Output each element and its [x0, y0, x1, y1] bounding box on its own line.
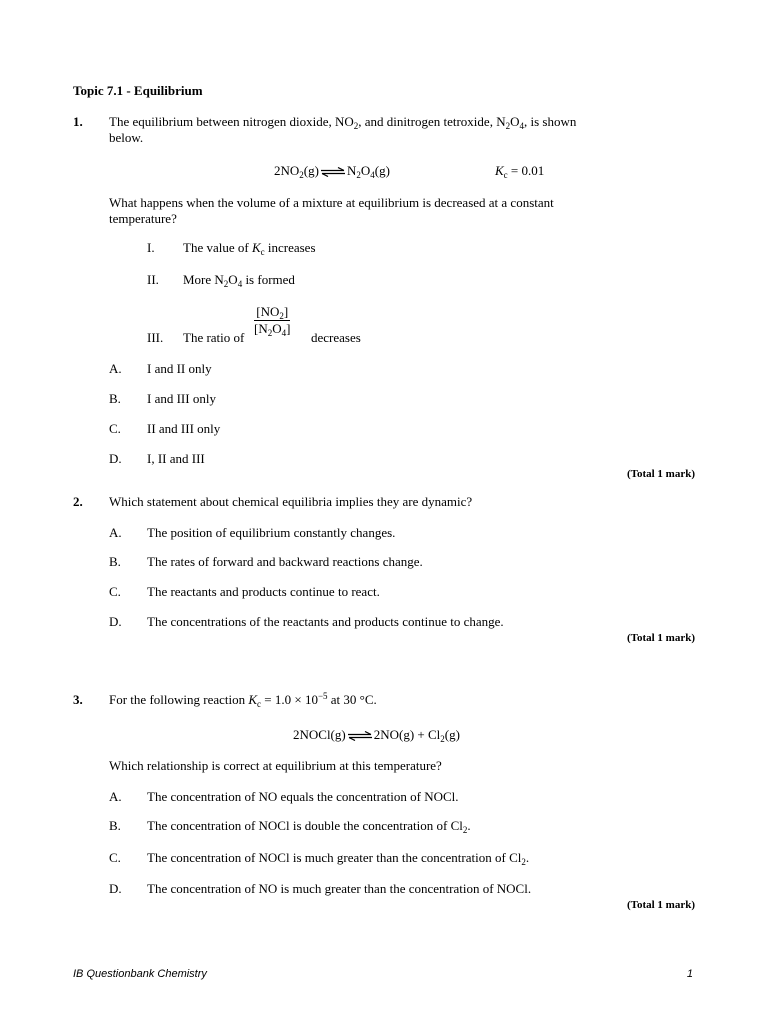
option-text: The concentration of NOCl is double the concentration of $Cl_2$. [147, 818, 471, 835]
statement-text: The value of $K_c$ increases [183, 240, 316, 257]
total-mark: (Total 1 mark) [626, 899, 695, 911]
question-1-equation: $2NO_2(g)$ $N_2O_4(g)$ [274, 163, 390, 180]
question-1-stem: The equilibrium between nitrogen dioxide, $NO_2$, and dinitrogen tetroxide, $N_2O_4$, is shown [109, 114, 577, 131]
question-1-question: What happens when the volume of a mixture at equilibrium is decreased at a constant [109, 195, 554, 210]
option-letter: B. [109, 818, 121, 833]
option-letter: B. [109, 554, 121, 569]
option-letter: A. [109, 525, 122, 540]
statement-text: More $N_2O_4$ is formed [183, 272, 295, 289]
question-1-kc: $K_c = 0.01$ [495, 163, 545, 180]
option-letter: C. [109, 421, 121, 436]
statement-numeral: I. [147, 240, 155, 255]
option-letter: D. [109, 614, 122, 629]
option-text: I, II and III [147, 451, 205, 466]
option-text: The position of equilibrium constantly changes. [147, 525, 396, 540]
question-2-stem: Which statement about chemical equilibria implies they are dynamic? [109, 494, 473, 509]
ratio-numerator: $[NO_2]$ [254, 305, 290, 321]
option-letter: B. [109, 391, 121, 406]
option-text: The rates of forward and backward reactions change. [147, 554, 423, 569]
option-text: I and II only [147, 361, 212, 376]
statement-numeral: III. [147, 330, 164, 345]
question-1-stem-line2: below. [109, 130, 144, 145]
question-1-number: 1. [73, 114, 83, 129]
option-letter: C. [109, 850, 121, 865]
option-text: The concentrations of the reactants and products continue to change. [147, 614, 504, 629]
statement-text: decreases [311, 330, 361, 345]
page-title: Topic 7.1 - Equilibrium [73, 83, 203, 98]
ratio-fraction [254, 305, 290, 336]
question-3-equation: 2NOCl(g) $2NO(g) + Cl_2(g)$ [293, 727, 460, 744]
equilibrium-arrow-icon [320, 167, 346, 177]
option-text: The concentration of NO is much greater than the concentration of NOCl. [147, 881, 532, 896]
question-1-question-line2: temperature? [109, 211, 177, 226]
question-3-number: 3. [73, 692, 83, 707]
question-2-number: 2. [73, 494, 83, 509]
option-letter: A. [109, 789, 122, 804]
equilibrium-arrow-icon [347, 731, 373, 741]
option-letter: C. [109, 584, 121, 599]
page-number: 1 [686, 968, 693, 980]
question-3-question: Which relationship is correct at equilibrium at this temperature? [109, 758, 442, 773]
option-text: The reactants and products continue to react. [147, 584, 380, 599]
total-mark: (Total 1 mark) [626, 468, 695, 480]
ratio-denominator: $[N_2O_4]$ [254, 321, 291, 338]
option-letter: D. [109, 881, 122, 896]
option-letter: D. [109, 451, 122, 466]
footer-source: IB Questionbank Chemistry [73, 968, 207, 980]
option-letter: A. [109, 361, 122, 376]
option-text: The concentration of NOCl is much greater than the concentration of $Cl_2$. [147, 850, 530, 867]
question-3-stem: For the following reaction $K_c = 1.0 \times 10^{-5}$ at 30 °C. [109, 691, 377, 709]
total-mark: (Total 1 mark) [626, 632, 695, 644]
statement-text: The ratio of [183, 330, 245, 345]
option-text: The concentration of NO equals the concentration of NOCl. [147, 789, 459, 804]
statement-numeral: II. [147, 272, 159, 287]
option-text: II and III only [147, 421, 221, 436]
option-text: I and III only [147, 391, 216, 406]
